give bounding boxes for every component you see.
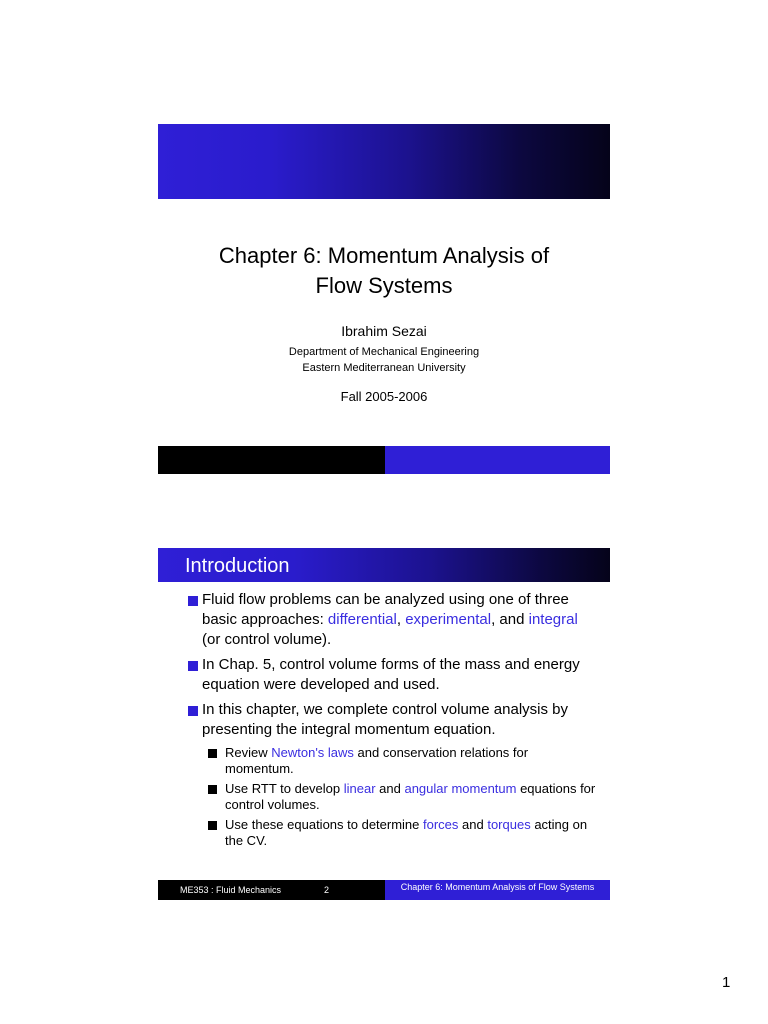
sub-bullet-item: Use RTT to develop linear and angular momentum equations for control volumes. [188, 781, 598, 813]
title-line-1: Chapter 6: Momentum Analysis of [218, 243, 550, 268]
footer-chapter: Chapter 6: Momentum Analysis of Flow Systems [385, 880, 610, 900]
slide-title [158, 241, 610, 301]
bullet-item: In Chap. 5, control volume forms of the mass and energy equation were developed and used. [188, 655, 598, 695]
highlight-angular-momentum: angular momentum [404, 781, 517, 796]
term: Fall 2005-2006 [340, 389, 428, 404]
highlight-integral: integral [528, 611, 578, 628]
highlight-newtons-laws: Newton's laws [271, 745, 354, 760]
highlight-differential: differential [327, 611, 397, 628]
highlight-linear: linear [343, 781, 376, 796]
highlight-torques: torques [487, 817, 531, 832]
bullet-item: In this chapter, we complete control volume analysis by presenting the integral momentum equation. [188, 700, 598, 740]
page-number: 1 [722, 974, 731, 991]
section-title: Introduction [185, 555, 290, 577]
footer-band-right [385, 446, 610, 474]
bullet-list [188, 590, 598, 853]
slide-footer [158, 880, 610, 900]
footer-band-left [158, 446, 385, 474]
author-name: Ibrahim Sezai [341, 323, 427, 339]
footer-slide-number: 2 [324, 885, 330, 895]
highlight-experimental: experimental [405, 611, 492, 628]
slide-1 [158, 124, 610, 474]
affiliation [158, 344, 610, 376]
title-line-2: Flow Systems [315, 273, 453, 298]
slide-2 [158, 548, 610, 900]
department: Department of Mechanical Engineering [288, 346, 480, 358]
university: Eastern Mediterranean University [302, 362, 466, 374]
sub-bullet-item: Use these equations to determine forces and torques acting on the CV. [188, 817, 598, 849]
footer-banner [158, 446, 610, 474]
footer-left [158, 880, 385, 900]
section-header-band [158, 548, 610, 582]
title-banner [158, 124, 610, 199]
highlight-forces: forces [423, 817, 459, 832]
sub-bullet-item: Review Newton's laws and conservation relations for momentum. [188, 745, 598, 777]
bullet-item: Fluid flow problems can be analyzed using one of three basic approaches: differential, experimental, and integral (or control volume). [188, 590, 598, 650]
footer-course: ME353 : Fluid Mechanics [180, 885, 282, 895]
